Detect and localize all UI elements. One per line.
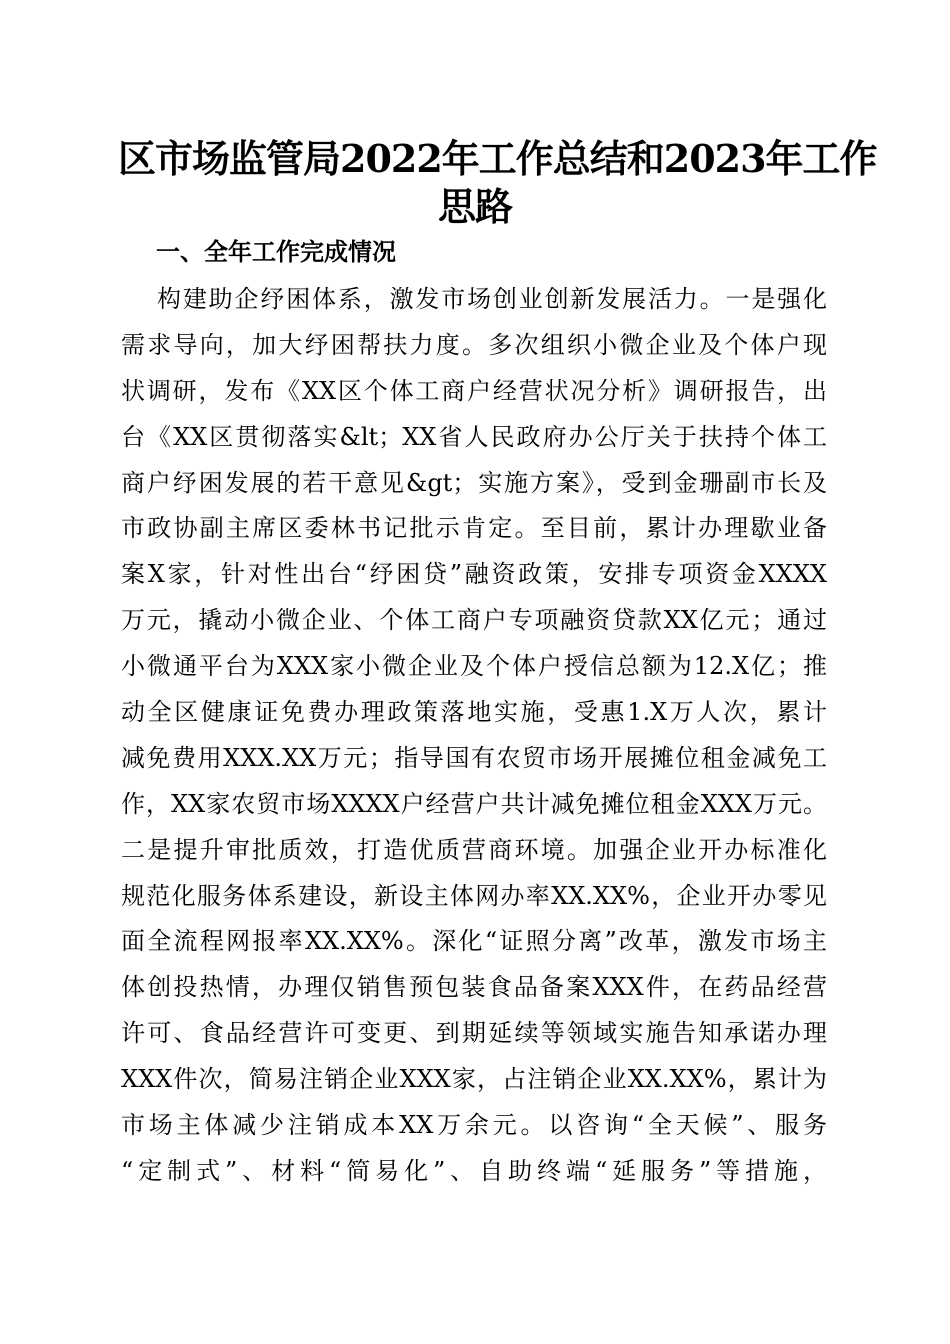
body-line: 万元，撬动小微企业、个体工商户专项融资贷款XX亿元；通过 — [121, 606, 827, 635]
body-line: 构建助企纾困体系，激发市场创业创新发展活力。一是强化 — [157, 285, 827, 313]
document-title-line-1: 区市场监管局2022年工作总结和2023年工作 — [118, 136, 877, 181]
body-line: 动全区健康证免费办理政策落地实施，受惠1.X万人次，累计 — [121, 698, 827, 727]
body-paragraph — [121, 277, 827, 1195]
body-line: 商户纾困发展的若干意见&gt；实施方案》，受到金珊副市长及 — [121, 468, 827, 497]
section-heading: 一、全年工作完成情况 — [156, 238, 396, 266]
document-title-line-2: 思路 — [437, 184, 512, 229]
body-line: 市政协副主席区委林书记批示肯定。至目前，累计办理歇业备 — [121, 514, 827, 543]
body-line: 许可、食品经营许可变更、到期延续等领域实施告知承诺办理 — [121, 1019, 827, 1048]
body-line: 二是提升审批质效，打造优质营商环境。加强企业开办标准化 — [121, 835, 827, 864]
body-line: 需求导向，加大纾困帮扶力度。多次组织小微企业及个体户现 — [121, 330, 827, 359]
body-line: 规范化服务体系建设，新设主体网办率XX.XX%，企业开办零见 — [121, 881, 827, 910]
body-line: 面全流程网报率XX.XX%。深化“证照分离”改革，激发市场主 — [121, 927, 827, 956]
body-line: 作，XX家农贸市场XXXX户经营户共计减免摊位租金XXX万元。 — [121, 789, 827, 818]
body-line: XXX件次，简易注销企业XXX家，占注销企业XX.XX%，累计为 — [121, 1065, 827, 1094]
body-line: 市场主体减少注销成本XX万余元。以咨询“全天候”、服务 — [121, 1111, 827, 1140]
body-line: 台《XX区贯彻落实&lt；XX省人民政府办公厅关于扶持个体工 — [121, 422, 827, 451]
body-line: 体创投热情，办理仅销售预包装食品备案XXX件，在药品经营 — [121, 973, 827, 1002]
body-line: 小微通平台为XXX家小微企业及个体户授信总额为12.X亿；推 — [121, 652, 827, 681]
body-line: 减免费用XXX.XX万元；指导国有农贸市场开展摊位租金减免工 — [121, 743, 827, 772]
body-line: “定制式”、材料“简易化”、自助终端“延服务”等措施， — [121, 1156, 827, 1185]
body-line: 状调研，发布《XX区个体工商户经营状况分析》调研报告，出 — [121, 376, 827, 405]
body-line: 案X家，针对性出台“纾困贷”融资政策，安排专项资金XXXX — [121, 560, 827, 589]
